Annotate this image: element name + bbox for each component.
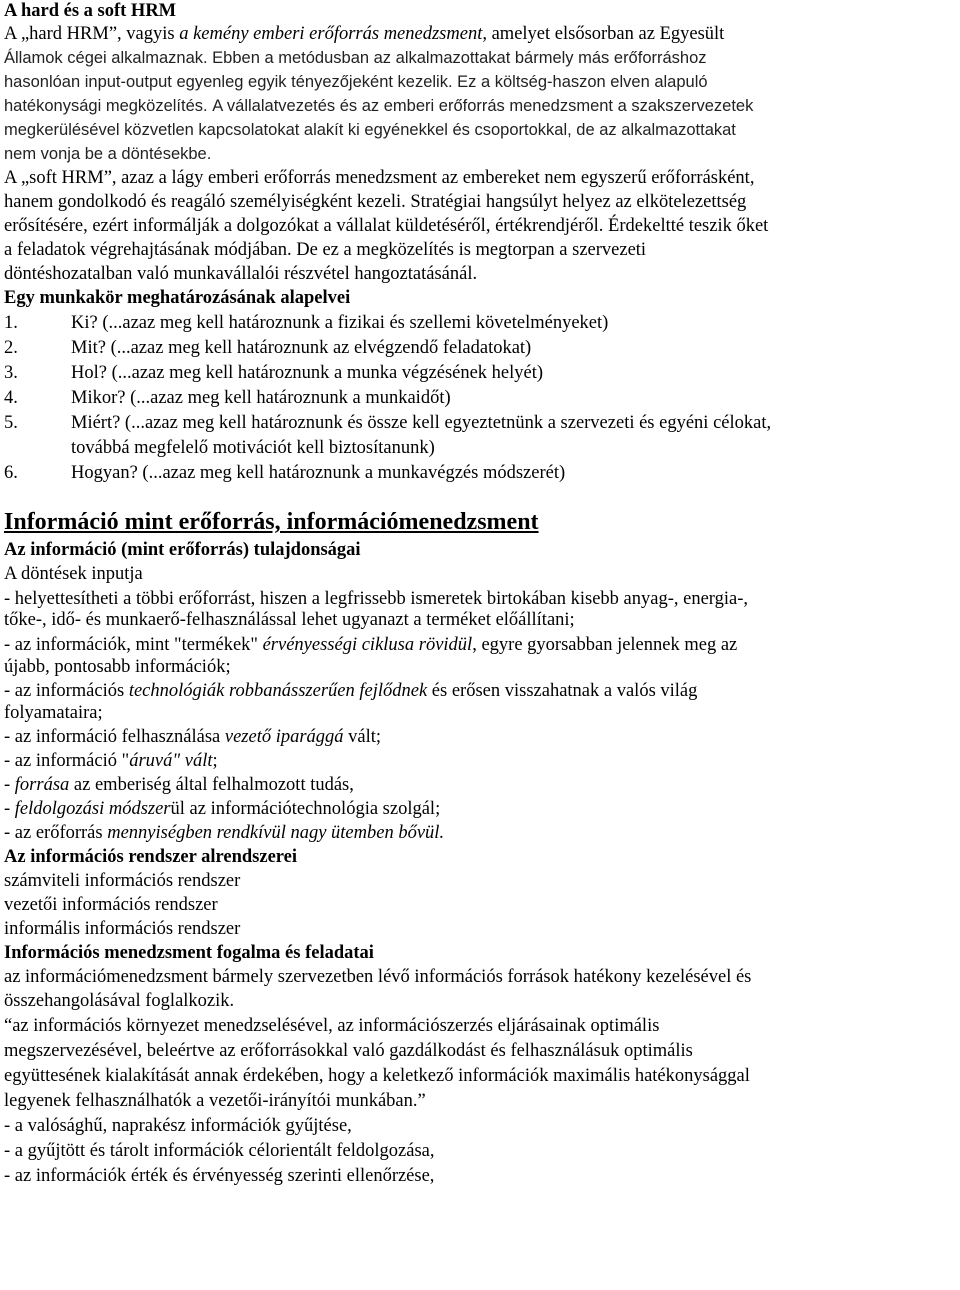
management-line: együttesének kialakítását annak érdekében, hogy a keletkező információk maximális hatékonysággal bbox=[4, 1066, 750, 1086]
list-item: 3. Hol? (...azaz meg kell határoznunk a munka végzésének helyét) bbox=[4, 363, 544, 383]
property-line: újabb, pontosabb információk; bbox=[4, 657, 231, 677]
list-item: 5. Miért? (...azaz meg kell határoznunk és össze kell egyeztetnünk a szervezeti és egyéni célokat, bbox=[4, 413, 772, 433]
list-item: 4. Mikor? (...azaz meg kell határoznunk a munkaidőt) bbox=[4, 388, 451, 408]
hard-hrm-line: nem vonja be a döntésekbe. bbox=[4, 145, 212, 163]
list-item: 2. Mit? (...azaz meg kell határoznunk az elvégzendő feladatokat) bbox=[4, 338, 532, 358]
list-item: továbbá megfelelő motivációt kell biztosítanunk) bbox=[71, 438, 435, 458]
subheading-job-definition: Egy munkakör meghatározásának alapelvei bbox=[4, 288, 351, 308]
management-line: az információmenedzsment bármely szervezetben lévő információs források hatékony kezelésével és bbox=[4, 967, 752, 987]
list-item: 1. Ki? (...azaz meg kell határoznunk a fizikai és szellemi követelményeket) bbox=[4, 313, 609, 333]
properties-intro: A döntések inputja bbox=[4, 564, 143, 584]
property-line: tőke-, idő- és munkaerő-felhasználással lehet ugyanazt a terméket előállítani; bbox=[4, 610, 575, 630]
soft-hrm-line: A „soft HRM”, azaz a lágy emberi erőforrás menedzsment az embereket nem egyszerű erőforrásként, bbox=[4, 168, 755, 188]
management-line: megszervezésével, beleértve az erőforrásokkal való gazdálkodást és felhasználásuk optimális bbox=[4, 1041, 693, 1061]
subsystem-item: informális információs rendszer bbox=[4, 919, 241, 939]
property-line: - feldolgozási módszerül az információtechnológia szolgál; bbox=[4, 799, 441, 819]
soft-hrm-line: a feladatok végrehajtásának módjában. De ez a megközelítés is megtorpan a szervezeti bbox=[4, 240, 647, 260]
subheading-subsystems: Az információs rendszer alrendszerei bbox=[4, 847, 298, 867]
hard-hrm-line: megkerülésével közvetlen kapcsolatokat alakít ki egyénekkel és csoportokkal, de az alkalmazottakat bbox=[4, 121, 736, 139]
management-line: “az információs környezet menedzselésével, az információszerzés eljárásainak optimális bbox=[4, 1016, 660, 1036]
list-item: 6. Hogyan? (...azaz meg kell határoznunk a munkavégzés módszerét) bbox=[4, 463, 566, 483]
section-title-information: Információ mint erőforrás, információmenedzsment bbox=[4, 509, 539, 535]
hard-hrm-line: hatékonysági megközelítés. A vállalatvezetés és az emberi erőforrás menedzsment a szakszervezetek bbox=[4, 97, 754, 115]
section-title-hrm: A hard és a soft HRM bbox=[4, 1, 177, 21]
management-line: összehangolásával foglalkozik. bbox=[4, 991, 235, 1011]
property-line: - az információ felhasználása vezető iparággá vált; bbox=[4, 727, 382, 747]
property-line: folyamataira; bbox=[4, 703, 103, 723]
soft-hrm-line: erősítésére, ezért informálják a dolgozókat a vállalat küldetéséről, értékrendjéről. Érdekeltté teszik őket bbox=[4, 216, 769, 236]
property-line: - az erőforrás mennyiségben rendkívül nagy ütemben bővül. bbox=[4, 823, 445, 843]
hard-hrm-line: Államok cégei alkalmaznak. Ebben a metódusban az alkalmazottakat bármely más erőforráshoz bbox=[4, 49, 707, 67]
property-line: - forrása az emberiség által felhalmozott tudás, bbox=[4, 775, 354, 795]
subsystem-item: számviteli információs rendszer bbox=[4, 871, 241, 891]
hard-hrm-line: A „hard HRM”, vagyis a kemény emberi erőforrás menedzsment, amelyet elsősorban az Egyesült bbox=[4, 24, 725, 44]
property-line: - az információs technológiák robbanásszerűen fejlődnek és erősen visszahatnak a valós világ bbox=[4, 681, 698, 701]
management-line: - a gyűjtött és tárolt információk célorientált feldolgozása, bbox=[4, 1141, 435, 1161]
hard-hrm-line: hasonlóan input-output egyenleg egyik tényezőjeként kezelik. Ez a költség-haszon elven alapuló bbox=[4, 73, 708, 91]
property-line: - az információk, mint "termékek" érvényességi ciklusa rövidül, egyre gyorsabban jelennek meg az bbox=[4, 635, 738, 655]
management-line: - a valósághű, naprakész információk gyűjtése, bbox=[4, 1116, 352, 1136]
subsystem-item: vezetői információs rendszer bbox=[4, 895, 218, 915]
management-line: - az információk érték és érvényesség szerinti ellenőrzése, bbox=[4, 1166, 435, 1186]
property-line: - az információ "áruvá" vált; bbox=[4, 751, 218, 771]
subheading-information-management: Információs menedzsment fogalma és feladatai bbox=[4, 943, 374, 963]
soft-hrm-line: döntéshozatalban való munkavállalói részvétel hangoztatásánál. bbox=[4, 264, 478, 284]
subheading-information-properties: Az információ (mint erőforrás) tulajdonságai bbox=[4, 540, 361, 560]
property-line: - helyettesítheti a többi erőforrást, hiszen a legfrissebb ismeretek birtokában kisebb anyag-, energia-, bbox=[4, 589, 749, 609]
management-line: legyenek felhasználhatók a vezetői-irányítói munkában.” bbox=[4, 1091, 426, 1111]
soft-hrm-line: hanem gondolkodó és reagáló személyiségként kezeli. Stratégiai hangsúlyt helyez az elkötelezettség bbox=[4, 192, 747, 212]
